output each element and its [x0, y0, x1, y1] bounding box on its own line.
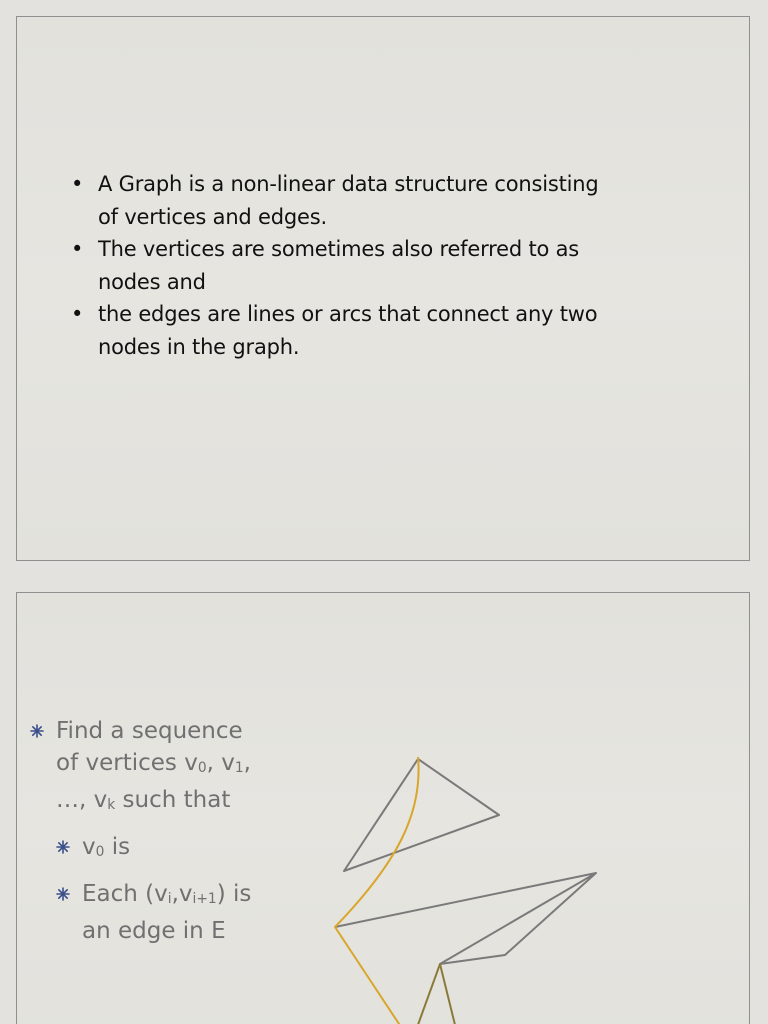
sub-bullet-item-edge: Each $(v_i,v_{i+1})$ is an edge in E — [28, 878, 268, 947]
graph-path-illustration — [17, 593, 751, 1024]
bullet-dot-icon: • — [71, 172, 84, 196]
definition-bullet-list — [73, 168, 618, 363]
graph-edge-gold — [335, 757, 419, 1024]
bullet-item: • A Graph is a non-linear data structure consisting of vertices and edges. — [73, 168, 618, 233]
slide-graph-definition — [16, 16, 750, 561]
bullet-item: • the edges are lines or arcs that connect any two nodes in the graph. — [73, 298, 618, 363]
sub-bullet-item-v0: $v_0$ is — [28, 831, 268, 868]
graph-edge-gray — [344, 759, 499, 871]
graph-edge-olive — [415, 964, 457, 1024]
bullet-dot-icon: • — [71, 237, 84, 261]
bullet-dot-icon: • — [71, 302, 84, 326]
slide-path-definition — [16, 592, 750, 1024]
graph-edge-gray — [335, 873, 596, 964]
bullet-item: • The vertices are sometimes also referred to as nodes and — [73, 233, 618, 298]
bullet-item-find-sequence: Find a sequence of vertices $v_0$, $v_1$, …, $v_k$ such that — [28, 715, 268, 821]
